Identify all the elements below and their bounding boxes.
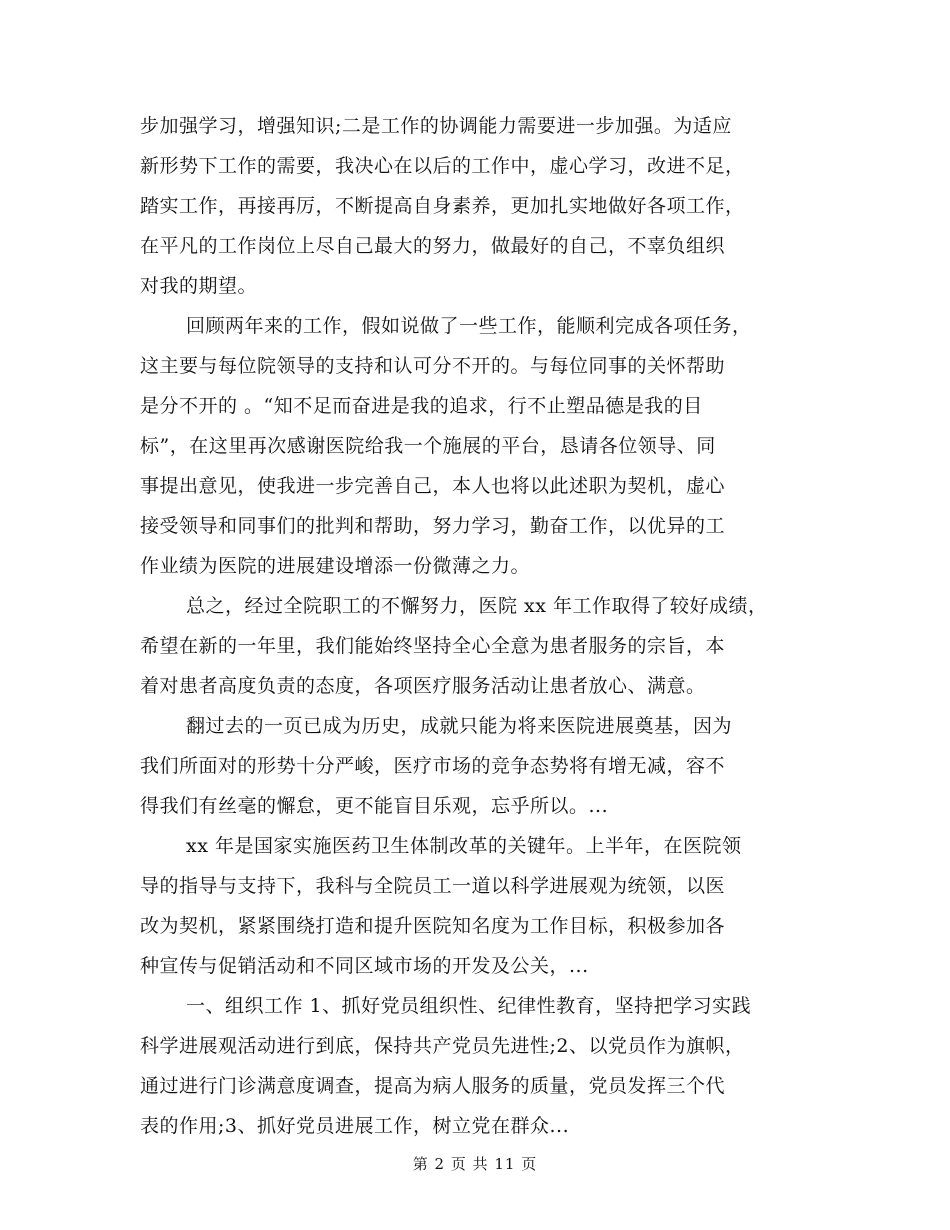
text-line: 表的作用;3、抓好党员进展工作，树立党在群众...	[140, 1115, 570, 1137]
paragraph-start-line: 一、组织工作 1、抓好党员组织性、纪律性教育，坚持把学习实践	[186, 995, 752, 1017]
text-line: 踏实工作，再接再厉，不断提高自身素养，更加扎实地做好各项工作，	[140, 195, 745, 217]
text-line: 标”，在这里再次感谢医院给我一个施展的平台，恳请各位领导、同	[140, 435, 716, 457]
text-line: 种宣传与促销活动和不同区域市场的开发及公关，...	[140, 955, 589, 977]
text-line: 得我们有丝毫的懈怠，更不能盲目乐观，忘乎所以。...	[140, 795, 609, 817]
text-line: 新形势下工作的需要，我决心在以后的工作中，虚心学习，改进不足，	[140, 155, 745, 177]
text-line: 希望在新的一年里，我们能始终坚持全心全意为患者服务的宗旨，本	[140, 635, 726, 657]
text-line: 改为契机，紧紧围绕打造和提升医院知名度为工作目标，积极参加各	[140, 915, 726, 937]
text-line: 着对患者高度负责的态度，各项医疗服务活动让患者放心、满意。	[140, 675, 706, 697]
text-line: 事提出意见，使我进一步完善自己，本人也将以此述职为契机，虚心	[140, 475, 726, 497]
text-line: 通过进行门诊满意度调查，提高为病人服务的质量，党员发挥三个代	[140, 1075, 726, 1097]
text-line: 科学进展观活动进行到底，保持共产党员先进性;2、以党员作为旗帜，	[140, 1035, 745, 1057]
text-line: 作业绩为医院的进展建设增添一份微薄之力。	[140, 555, 531, 577]
text-line: 在平凡的工作岗位上尽自己最大的努力，做最好的自己，不辜负组织	[140, 235, 726, 257]
text-line: 接受领导和同事们的批判和帮助，努力学习，勤奋工作，以优异的工	[140, 515, 726, 537]
text-line: 这主要与每位院领导的支持和认可分不开的。与每位同事的关怀帮助	[140, 355, 726, 377]
paragraph-start-line: 总之，经过全院职工的不懈努力，医院 xx 年工作取得了较好成绩，	[186, 595, 768, 617]
paragraph-start-line: 翻过去的一页已成为历史，成就只能为将来医院进展奠基，因为	[186, 715, 733, 737]
text-line: 是分不开的 。“知不足而奋进是我的追求，行不止塑品德是我的目	[140, 395, 703, 417]
paragraph-start-line: xx 年是国家实施医药卫生体制改革的关键年。上半年，在医院领	[186, 835, 742, 857]
paragraph-start-line: 回顾两年来的工作，假如说做了一些工作，能顺利完成各项任务，	[186, 315, 752, 337]
text-line: 对我的期望。	[140, 275, 258, 297]
text-line: 我们所面对的形势十分严峻，医疗市场的竞争态势将有增无减，容不	[140, 755, 726, 777]
page-number-footer: 第 2 页 共 11 页	[412, 1155, 538, 1173]
text-line: 步加强学习，增强知识;二是工作的协调能力需要进一步加强。为适应	[140, 115, 732, 137]
text-line: 导的指导与支持下，我科与全院员工一道以科学进展观为统领，以医	[140, 875, 726, 897]
